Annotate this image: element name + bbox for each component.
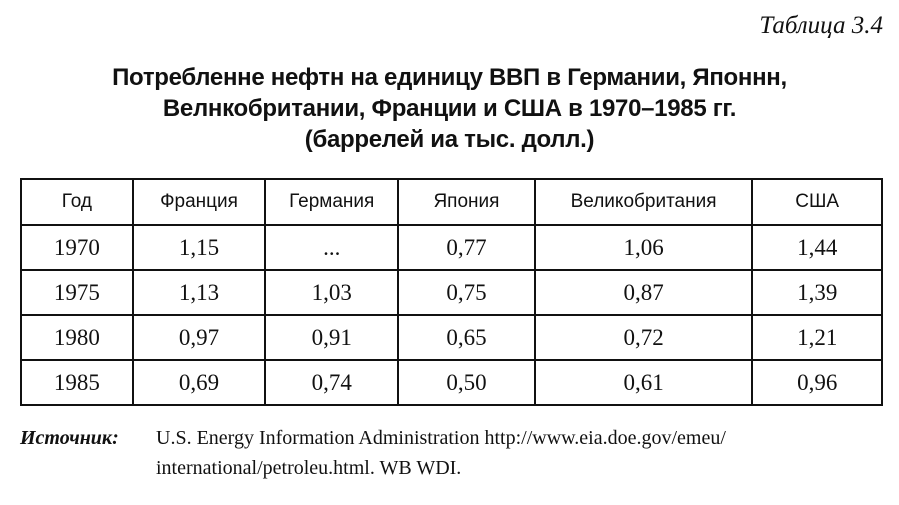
table-cell: 0,96	[752, 360, 882, 405]
source-line-1	[20, 423, 890, 453]
table-cell: 1,15	[133, 225, 266, 270]
table-cell-year: 1975	[21, 270, 133, 315]
table-header-row	[21, 179, 882, 225]
table-title	[0, 62, 899, 155]
table-cell: 1,06	[535, 225, 753, 270]
table-cell: 0,61	[535, 360, 753, 405]
table-cell: 0,77	[398, 225, 535, 270]
table-number-label: Таблица 3.4	[759, 12, 883, 39]
column-header-year: Год	[21, 179, 133, 225]
table-cell: 0,65	[398, 315, 535, 360]
table-cell: 1,13	[133, 270, 266, 315]
table-cell: 0,87	[535, 270, 753, 315]
table-row	[21, 225, 882, 270]
table-cell: 1,44	[752, 225, 882, 270]
oil-consumption-table	[20, 178, 883, 406]
column-header-uk: Великобритания	[535, 179, 753, 225]
column-header-france: Франция	[133, 179, 266, 225]
table-cell: 1,03	[265, 270, 398, 315]
table-row	[21, 360, 882, 405]
table-title-line-1: Потребленне нефтн на единицу ВВП в Германии, Японнн,	[112, 64, 787, 91]
source-line-2: international/petroleu.html. WB WDI.	[156, 457, 462, 479]
column-header-japan: Япония	[398, 179, 535, 225]
table-cell-year: 1980	[21, 315, 133, 360]
table-cell-year: 1970	[21, 225, 133, 270]
table-cell: 0,97	[133, 315, 266, 360]
table-cell: 0,91	[265, 315, 398, 360]
table-cell: ...	[265, 225, 398, 270]
table-cell-year: 1985	[21, 360, 133, 405]
table-cell: 0,74	[265, 360, 398, 405]
table-cell: 0,50	[398, 360, 535, 405]
source-note	[20, 423, 890, 483]
table-cell: 0,75	[398, 270, 535, 315]
source-text: U.S. Energy Information Administration http://www.eia.doe.gov/emeu/	[156, 427, 726, 449]
table-title-units: (баррелей иа тыс. долл.)	[304, 126, 595, 153]
table-row	[21, 270, 882, 315]
table-row	[21, 315, 882, 360]
table-cell: 0,69	[133, 360, 266, 405]
column-header-germany: Германия	[265, 179, 398, 225]
table-title-line-2: Велнкобритании, Франции и США в 1970–1985 гг.	[162, 95, 737, 122]
table-cell: 1,21	[752, 315, 882, 360]
table-cell: 1,39	[752, 270, 882, 315]
column-header-usa: США	[752, 179, 882, 225]
table-cell: 0,72	[535, 315, 753, 360]
source-label: Источник:	[20, 427, 119, 449]
